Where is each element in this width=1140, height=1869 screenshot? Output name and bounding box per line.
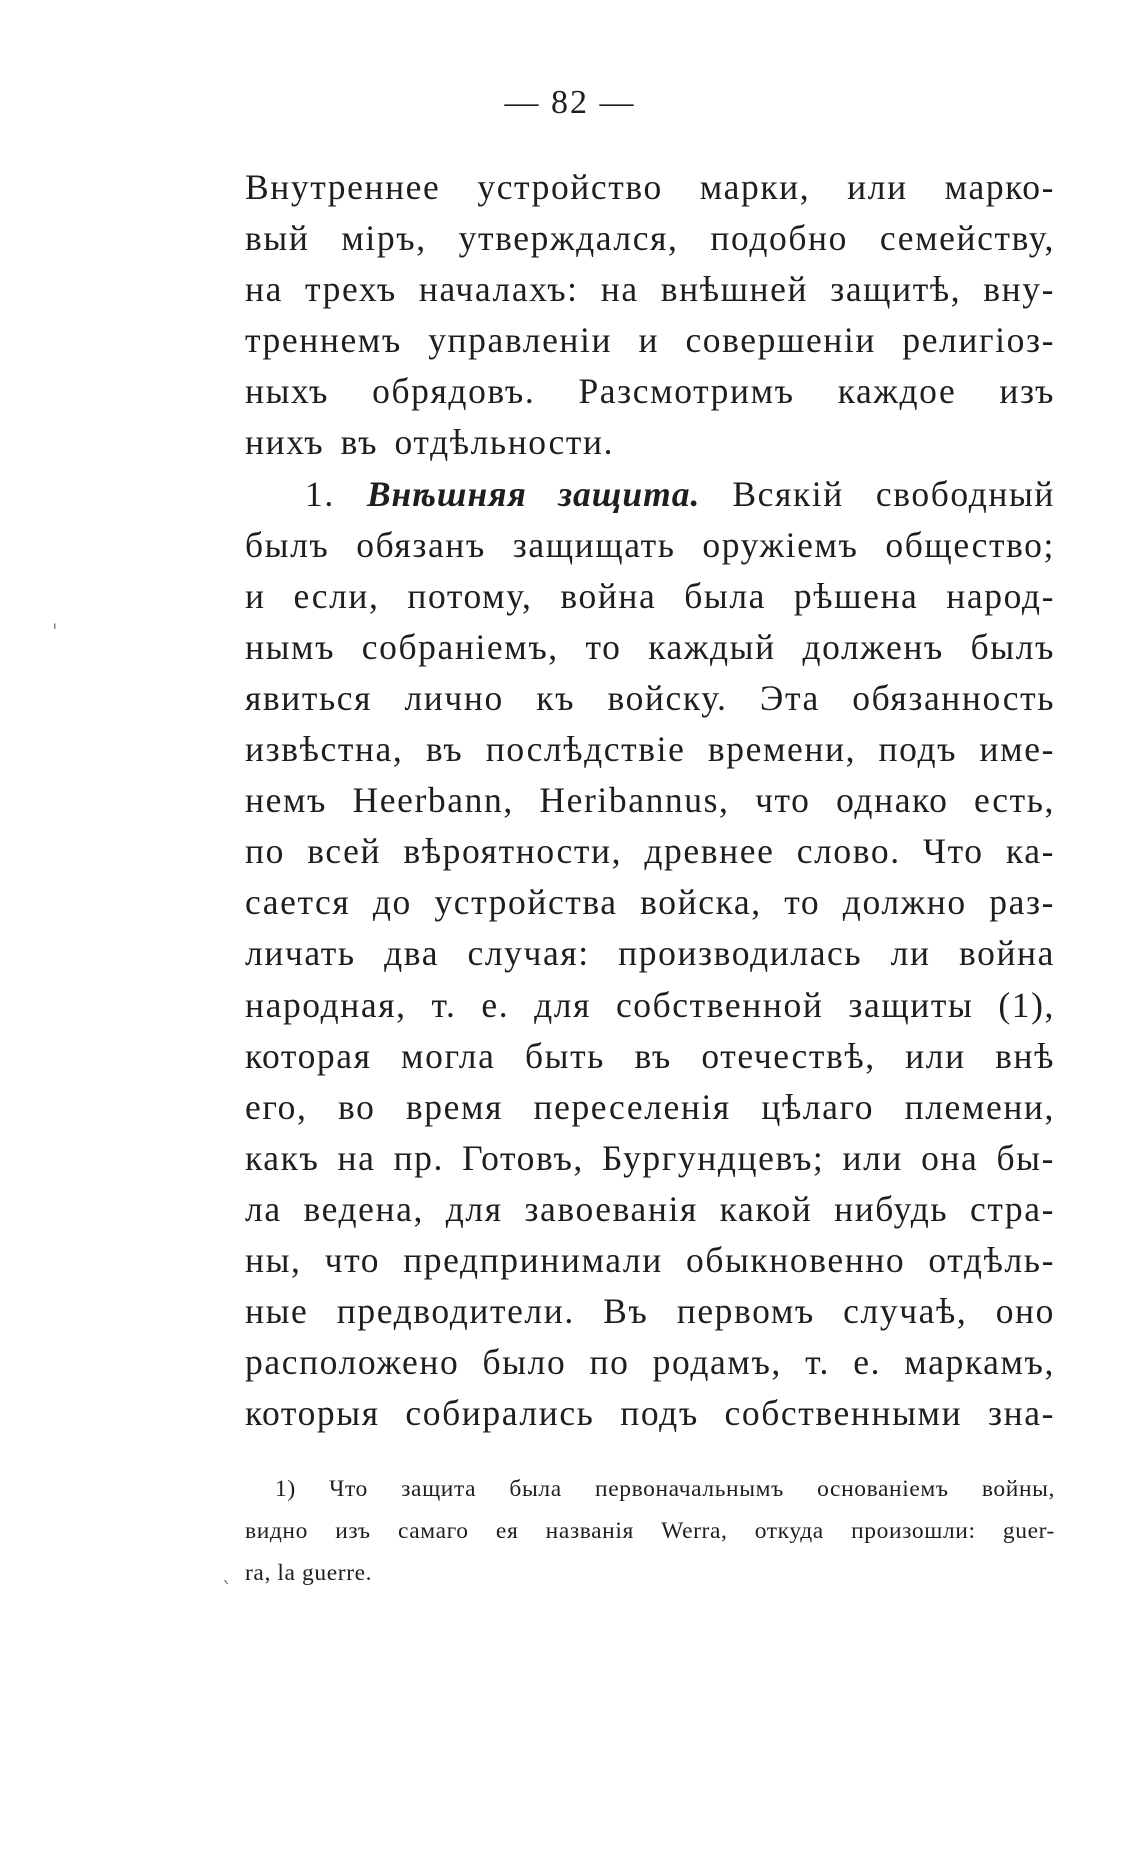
text-line: какъ на пр. Готовъ, Бургундцевъ; или она бы-: [245, 1137, 1055, 1178]
text-line: треннемъ управленіи и совершеніи религіоз-: [245, 320, 1055, 361]
text-line: ные предводители. Въ первомъ случаѣ, оно: [245, 1291, 1055, 1332]
text-line: его, во время переселенія цѣлаго племени,: [245, 1086, 1055, 1127]
text-fragment: Всякій свободный: [732, 473, 1056, 514]
section-number: 1.: [305, 473, 335, 514]
text-line: расположено было по родамъ, т. е. маркамъ,: [245, 1342, 1055, 1383]
footnote: [245, 1468, 1055, 1594]
footnote-line: видно изъ самаго ея названія Werra, откуда произошли: guer-: [245, 1518, 1055, 1544]
page-number: — 82 —: [504, 84, 636, 121]
text-line: нымъ собраніемъ, то каждый долженъ былъ: [245, 626, 1055, 667]
text-line: которая могла быть въ отечествѣ, или внѣ: [245, 1035, 1055, 1076]
body-text: [245, 162, 1055, 1439]
text-line: по всей вѣроятности, древнее слово. Что ка-: [245, 831, 1055, 872]
section-heading-line: [245, 469, 1055, 520]
text-line: Внутреннее устройство марки, или марко-: [245, 167, 1055, 207]
text-line: личать два случая: производилась ли война: [245, 933, 1055, 974]
footnote-line: ra, la guerre.: [245, 1560, 373, 1586]
text-line: былъ обязанъ защищать оружіемъ общество;: [245, 524, 1055, 565]
section-heading: Внѣшняя защита.: [366, 473, 701, 514]
text-line: немъ Heerbann, Heribannus, что однако есть,: [245, 780, 1055, 821]
text-line: которыя собирались подъ собственными зна-: [245, 1393, 1055, 1434]
text-line: извѣстна, въ послѣдствіе времени, подъ име-: [245, 729, 1055, 770]
text-line: на трехъ началахъ: на внѣшней защитѣ, вну-: [245, 269, 1055, 310]
text-line: и если, потому, война была рѣшена народ-: [245, 575, 1055, 616]
text-line: народная, т. е. для собственной защиты (1),: [245, 984, 1055, 1025]
text-line: нихъ въ отдѣльности.: [245, 422, 615, 463]
scan-speck: ˎ: [222, 1560, 232, 1584]
text-line: ла ведена, для завоеванія какой нибудь стра-: [245, 1188, 1055, 1229]
text-line: вый міръ, утверждался, подобно семейству,: [245, 218, 1055, 259]
footnote-line: 1) Что защита была первоначальнымъ основаніемъ войны,: [275, 1476, 1055, 1502]
text-line: ны, что предпринимали обыкновенно отдѣль-: [245, 1239, 1055, 1280]
text-line: явиться лично къ войску. Эта обязанность: [245, 677, 1055, 718]
text-line: сается до устройства войска, то должно раз-: [245, 882, 1055, 923]
scan-speck: ˈ: [52, 620, 58, 644]
text-line: ныхъ обрядовъ. Разсмотримъ каждое изъ: [245, 371, 1055, 412]
